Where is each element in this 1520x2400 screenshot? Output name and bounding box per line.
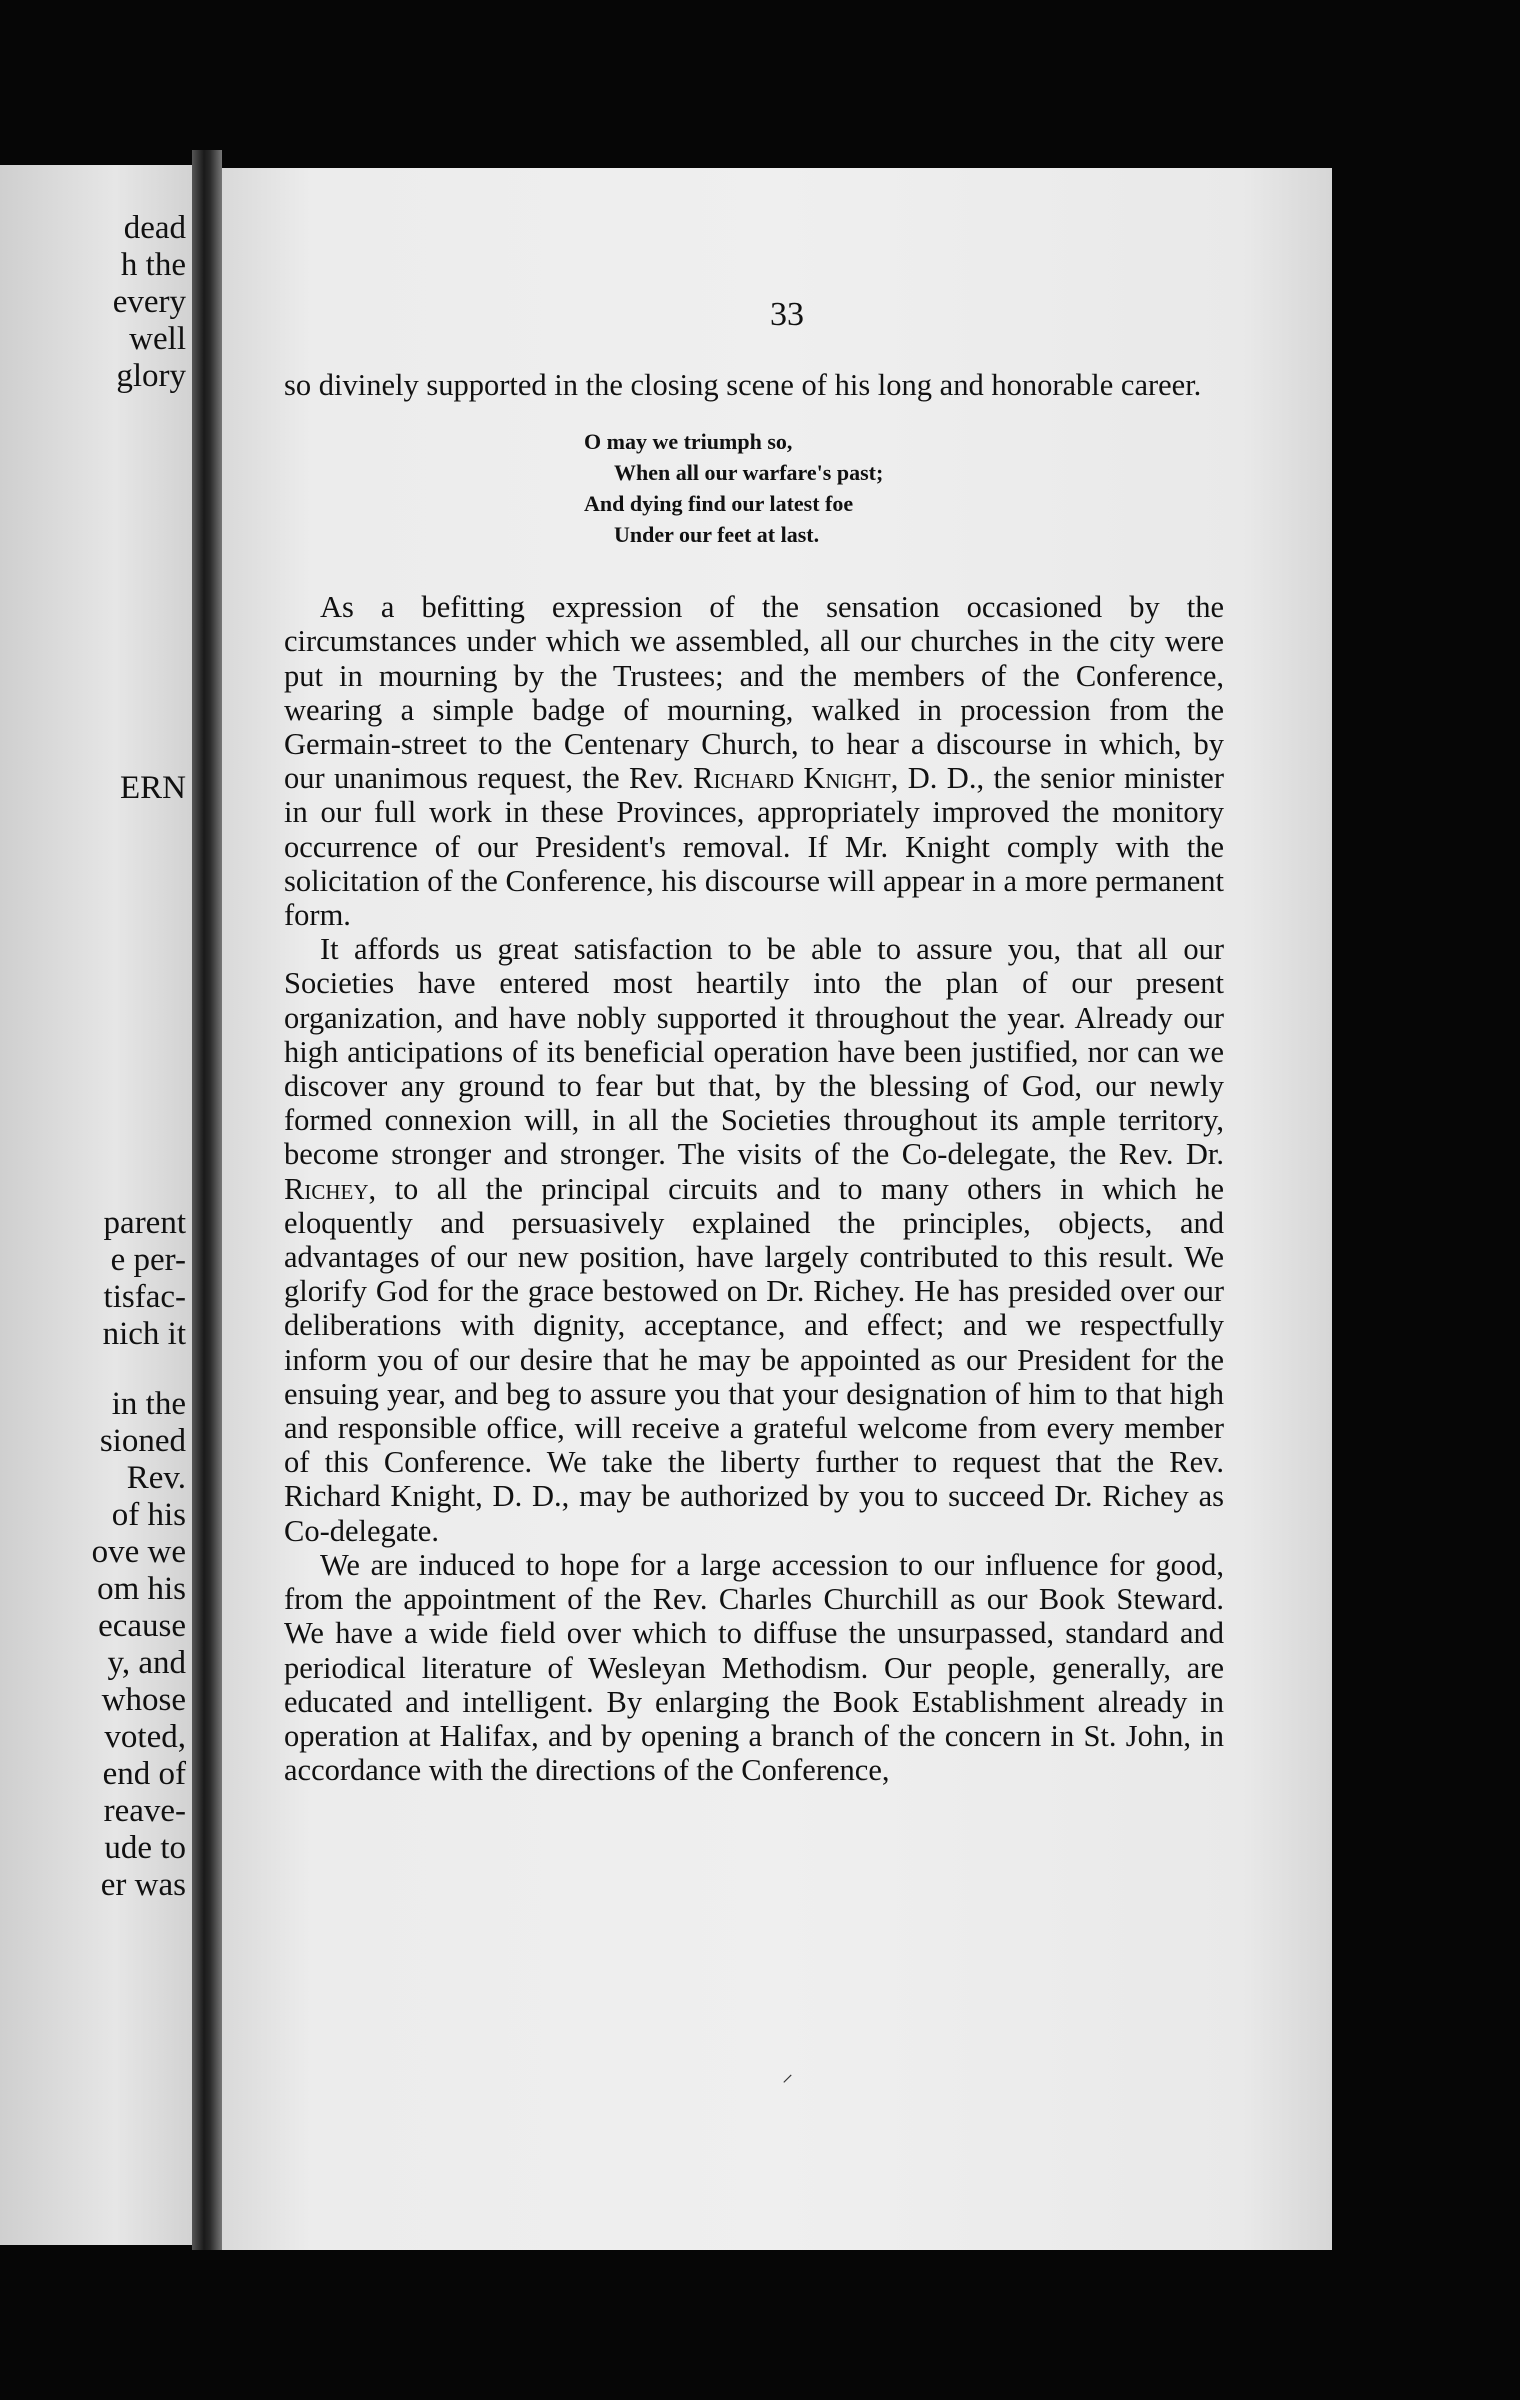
left-page-line: Rev. (126, 1460, 186, 1496)
left-page-line: well (129, 321, 186, 357)
paragraph-mourning-text-a: As a befitting expression of the sensation occasioned by the circumstances under which we assembled, all our churches in the city were put in mourning by the Trustees; and the members of the Conference, wearing a simple badge of mourning, walked in procession from the Germain-street to the Centenary Church, to hear a discourse in which, by our unanimous request, the Rev. (284, 590, 1224, 796)
left-page-line: every (112, 284, 186, 320)
paragraph-mourning (284, 590, 1224, 932)
right-page (222, 168, 1332, 2250)
poem-line-4: Under our feet at last. (614, 522, 820, 548)
name-richard-knight: Richard Knight (693, 761, 891, 796)
page-number: 33 (770, 296, 804, 333)
ink-mark: ⸝ (782, 2062, 794, 2087)
left-page-line: ecause (98, 1608, 186, 1644)
left-page-line: tisfac- (103, 1279, 186, 1315)
left-page-line: er was (100, 1867, 186, 1903)
left-page-line: parent (103, 1205, 186, 1241)
left-page-line: ove we (91, 1534, 186, 1570)
left-page-line: om his (97, 1571, 186, 1607)
left-page-line: voted, (104, 1719, 186, 1755)
left-page-line: in the (111, 1386, 186, 1422)
paragraph-organization-text-b: , to all the principal circuits and to many others in which he eloquently and persuasively explained the principles, objects, and advantages of our new position, have largely contributed to this result. We glorify God for the grace bestowed on Dr. Richey. He has presided over our deliberations with dignity, acceptance, and effect; and we respectfully inform you of our desire that he may be appointed as our President for the ensuing year, and beg to assure you that your designation of him to that high and responsible office, will receive a grateful welcome from every member of this Conference. We take the liberty further to request that the Rev. Richard Knight, D. D., may be authorized by you to succeed Dr. Richey as Co-delegate. (284, 1171, 1224, 1548)
book-gutter (192, 150, 222, 2250)
left-page-line: h the (120, 247, 186, 283)
left-page-line: whose (101, 1682, 186, 1718)
left-page-line: y, and (107, 1645, 186, 1681)
left-page-line: ERN (120, 770, 186, 806)
left-page-line: reave- (103, 1793, 186, 1829)
name-richey: Richey (284, 1171, 369, 1206)
paragraph-book-steward: We are induced to hope for a large accession to our influence for good, from the appointment of the Rev. Charles Churchill as our Book Steward. We have a wide field over which to diffuse the unsurpassed, standard and periodical literature of Wesleyan Methodism. Our people, generally, are educated and intelligent. By enlarging the Book Establishment already in operation at Halifax, and by opening a branch of the concern in St. John, in accordance with the directions of the Conference, (284, 1547, 1224, 1788)
page-body (284, 368, 1224, 1787)
left-page-fragment (0, 165, 192, 2245)
poem-stanza (284, 426, 1224, 550)
left-page-line: of his (111, 1497, 186, 1533)
poem-line-2: When all our warfare's past; (614, 460, 884, 486)
poem-line-3: And dying find our latest foe (584, 491, 854, 517)
poem-line-1: O may we triumph so, (584, 429, 793, 455)
left-page-line: e per- (110, 1242, 186, 1278)
paragraph-organization-text-a: It affords us great satisfaction to be able to assure you, that all our Societies have entered most heartily into the plan of our present organization, and have nobly supported it throughout the year. Already our high anticipations of its beneficial operation have been justified, nor can we discover any ground to fear but that, by the blessing of God, our newly formed connexion will, in all the Societies throughout its ample territory, become stronger and stronger. The visits of the Co-delegate, the Rev. Dr. (284, 932, 1224, 1172)
left-page-line: dead (123, 210, 186, 246)
left-page-line: glory (116, 358, 186, 394)
left-page-line: end of (102, 1756, 186, 1792)
left-page-line: ude to (104, 1830, 186, 1866)
paragraph-mourning-text-b: , D. D., the senior minister in our full work in these Provinces, appropriately improved the monitory occurrence of our President's removal. If Mr. Knight comply with the solicitation of the Conference, his discourse will appear in a more permanent form. (284, 761, 1224, 933)
left-page-line: sioned (99, 1423, 186, 1459)
opening-paragraph: so divinely supported in the closing scene of his long and honorable career. (284, 368, 1202, 402)
left-page-line: nich it (102, 1316, 186, 1352)
paragraph-organization (284, 932, 1224, 1548)
